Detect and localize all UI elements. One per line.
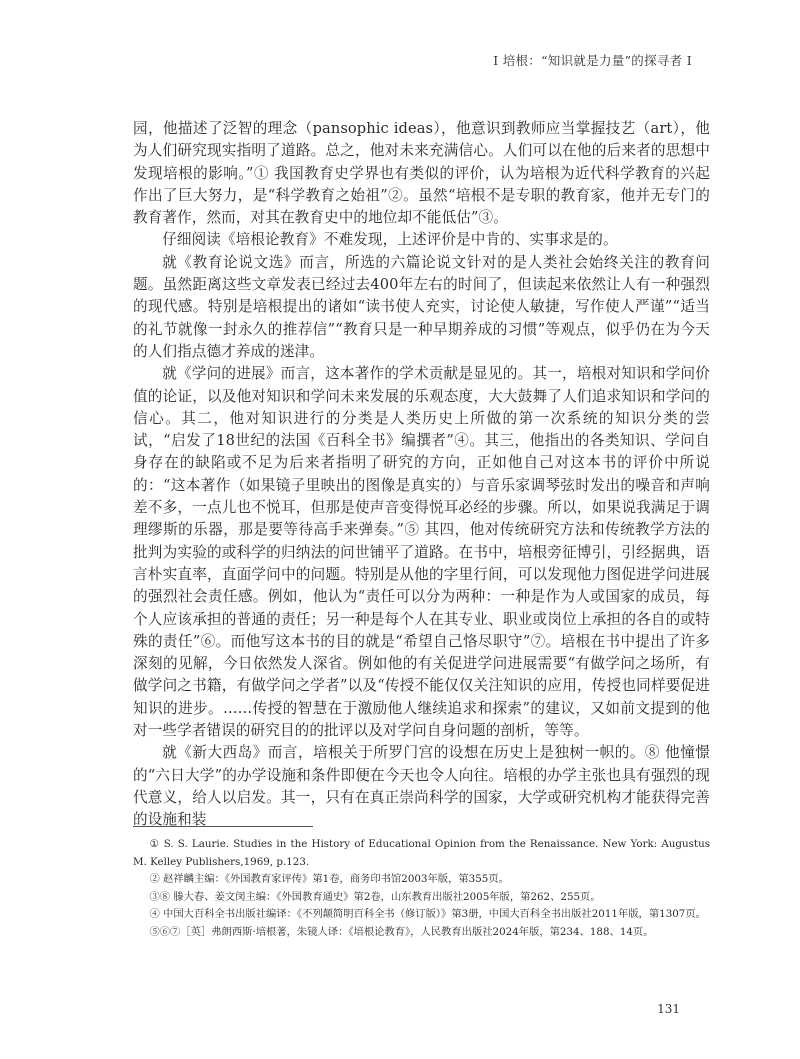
- paragraph: 就《学问的进展》而言，这本著作的学术贡献是显见的。其一，培根对知识和学问价值的论证，以及他对知识和学问未来发展的乐观态度，大大鼓舞了人们追求知识和学问的信心。其二，他对知识进行的分类是人类历史上所做的第一次系统的知识分类的尝试，“启发了18世纪的法国《百科全书》编撰者”④。其三，他指出的各类知识、学问自身存在的缺陷或不足为后来者指明了研究的方向，正如他自己对这本书的评价中所说的：“这本著作（如果镜子里映出的图像是真实的）与音乐家调琴弦时发出的噪音和声响差不多，一点儿也不悦耳，但那是使声音变得悦耳必经的步骤。所以，如果说我满足于调理缪斯的乐器，那是要等待高手来弹奏。”⑤ 其四，他对传统研究方法和传统教学方法的批判为实验的或科学的归纳法的问世铺平了道路。在书中，培根旁征博引，引经据典，语言朴实直率，直面学问中的问题。特别是从他的字里行间，可以发现他力图促进学问进展的强烈社会责任感。例如，他认为“责任可以分为两种：一种是作为人或国家的成员，每个人应该承担的普通的责任；另一种是每个人在其专业、职业或岗位上承担的各自的或特殊的责任”⑥。而他写这本书的目的就是“希望自己恪尽职守”⑦。培根在书中提出了许多深刻的见解，今日依然发人深省。例如他的有关促进学问进展需要“有做学问之场所，有做学问之书籍，有做学问之学者”以及“传授不能仅仅关注知识的应用，传授也同样要促进知识的进步。……传授的智慧在于激励他人继续追求和探索”的建议，又如前文提到的他对一些学者错误的研究目的的批评以及对学问自身问题的剖析，等等。: [133, 365, 710, 740]
- footnotes: [133, 836, 710, 941]
- footnote: ③⑧ 滕大春、姜文闵主编：《外国教育通史》第2卷，山东教育出版社2005年版，第262、255页。: [149, 890, 601, 903]
- footnote: ② 赵祥麟主编：《外国教育家评传》第1卷，商务印书馆2003年版，第355页。: [149, 873, 509, 885]
- paragraph: 仔细阅读《培根论教育》不难发现，上述评价是中肯的、实事求是的。: [162, 231, 618, 249]
- paragraph: 就《教育论说文选》而言，所选的六篇论说文针对的是人类社会始终关注的教育问题。虽然距离这些文章发表已经过去400年左右的时间了，但读起来依然让人有一种强烈的现代感。特别是培根提出的诸如“读书使人充实，讨论使人敏捷，写作使人严谨”“适当的礼节就像一封永久的推荐信”“教育只是一种早期养成的习惯”等观点，似乎仍在为今天的人们指点德才养成的迷津。: [133, 253, 710, 360]
- footnote-divider: [133, 826, 313, 827]
- paragraph-continued: 园，他描述了泛智的理念（pansophic ideas），他意识到教师应当掌握技艺（art），他为人们研究现实指明了道路。总之，他对未来充满信心。人们可以在他的后来者的思想中发现培根的影响。”① 我国教育史学界也有类似的评价，认为培根为近代科学教育的兴起作出了巨大努力，是“科学教育之始祖”②。虽然“培根不是专职的教育家，他并无专门的教育著作，然而，对其在教育史中的地位却不能低估”③。: [133, 120, 710, 227]
- page-number: 131: [657, 1002, 680, 1016]
- body-text: [133, 118, 710, 832]
- paragraph: 就《新大西岛》而言，培根关于所罗门宫的设想在历史上是独树一帜的。⑧ 他憧憬的“六日大学”的办学设施和条件即便在今天也令人向往。培根的办学主张也具有强烈的现代意义，给人以启发。其一，只有在真正崇尚科学的国家，大学或研究机构才能获得完善的设施和装: [133, 744, 710, 829]
- running-header: Ⅰ 培根：“知识就是力量”的探寻者 Ⅰ: [493, 53, 692, 68]
- footnote: ⑤⑥⑦［英］弗朗西斯·培根著，朱镜人译：《培根论教育》，人民教育出版社2024年版，第234、188、14页。: [149, 925, 654, 938]
- footnote: ④ 中国大百科全书出版社编译：《不列颠简明百科全书（修订版）》第3册，中国大百科全书出版社2011年版，第1307页。: [149, 908, 706, 920]
- footnote: ① S. S. Laurie. Studies in the History of Educational Opinion from the Renaissance. New York: Augustus M. Kelley Publishers,1969, p.123.: [133, 838, 710, 868]
